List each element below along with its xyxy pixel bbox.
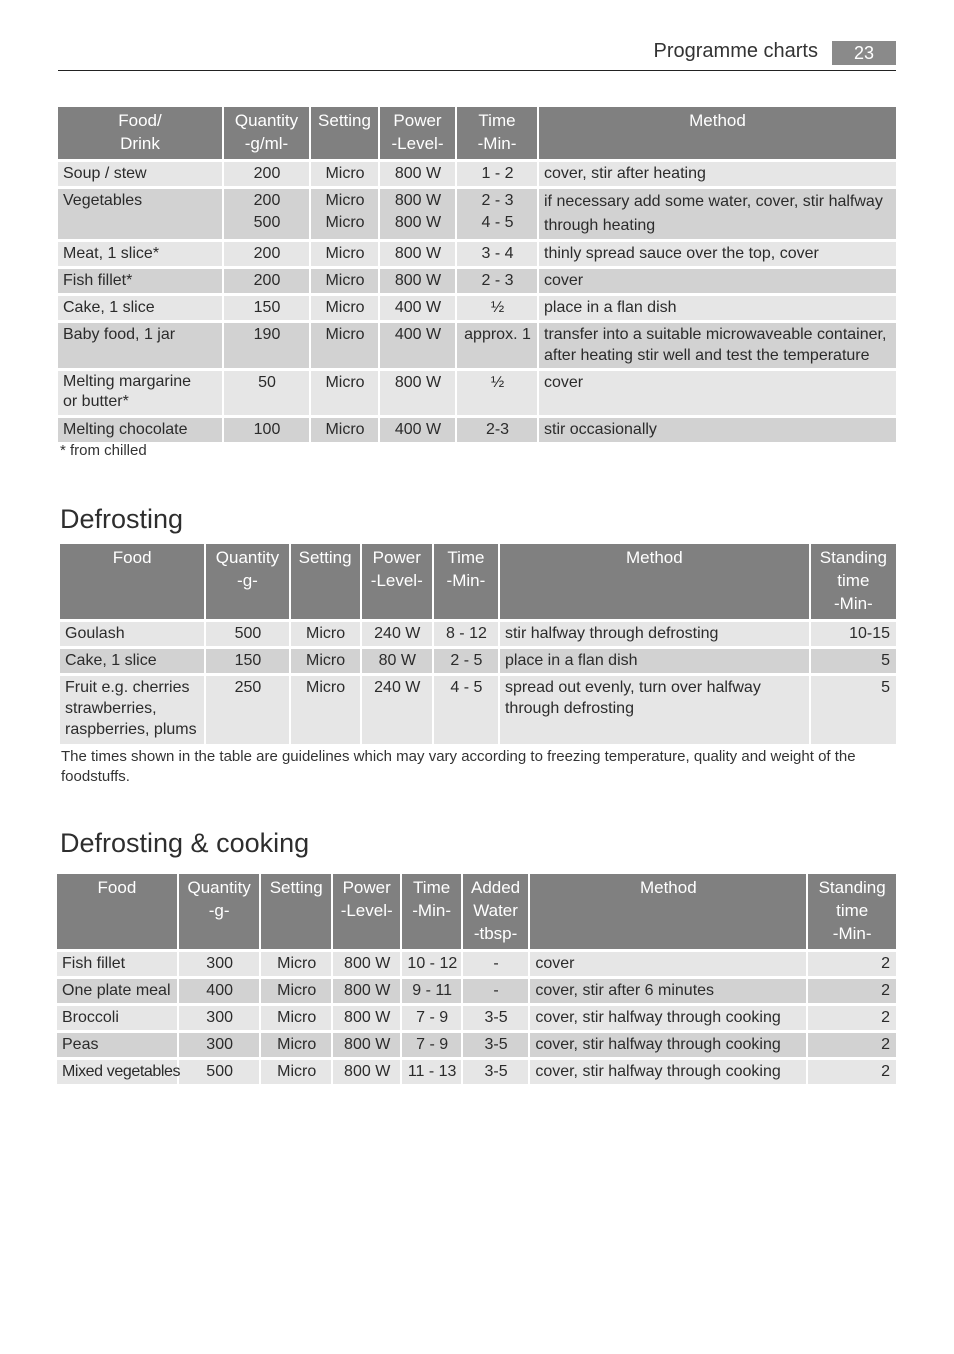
cell-time: 2 - 3 4 - 5 — [457, 189, 537, 239]
cell-added-water: 3-5 — [463, 1060, 528, 1084]
cell-food: Fruit e.g. cherries strawberries, raspberries, plums — [60, 676, 204, 744]
cell-power: 400 W — [380, 296, 455, 320]
cell-setting: Micro — [311, 162, 378, 186]
cell-quantity: 300 — [179, 952, 260, 976]
cell-time: ½ — [457, 296, 537, 320]
table-header-row — [58, 107, 896, 159]
cell-quantity: 500 — [179, 1060, 260, 1084]
column-header: Setting — [291, 544, 360, 619]
table-row — [58, 371, 896, 415]
cell-standing-time: 2 — [808, 979, 896, 1003]
cell-quantity: 150 — [224, 296, 309, 320]
cell-setting: Micro — [261, 979, 331, 1003]
cell-method: stir occasionally — [539, 418, 896, 442]
cell-time: 3 - 4 — [457, 242, 537, 266]
cell-quantity: 300 — [179, 1033, 260, 1057]
cell-food: Meat, 1 slice* — [58, 242, 222, 266]
cell-power: 800 W — [380, 242, 455, 266]
cell-standing-time: 5 — [811, 649, 896, 673]
column-header: Time -Min- — [402, 874, 460, 949]
cell-power: 400 W — [380, 418, 455, 442]
column-header: Food/ Drink — [58, 107, 222, 159]
table-row — [60, 676, 896, 744]
column-header: Time -Min- — [434, 544, 498, 619]
cell-power: 800 W — [333, 952, 400, 976]
column-header: Food — [57, 874, 177, 949]
cell-standing-time: 5 — [811, 676, 896, 744]
cell-food: Melting margarine or butter* — [58, 371, 222, 415]
cell-added-water: 3-5 — [463, 1033, 528, 1057]
cell-food: Mixed vegetables — [57, 1060, 177, 1084]
table-row — [58, 296, 896, 320]
column-header: Quantity -g- — [206, 544, 288, 619]
cell-setting: Micro — [311, 323, 378, 368]
cell-food: Peas — [57, 1033, 177, 1057]
cell-standing-time: 2 — [808, 952, 896, 976]
cell-time: 10 - 12 — [402, 952, 460, 976]
cell-power: 80 W — [362, 649, 432, 673]
cell-quantity: 200 500 — [224, 189, 309, 239]
cell-added-water: 3-5 — [463, 1006, 528, 1030]
cell-setting: Micro — [311, 371, 378, 415]
cell-standing-time: 2 — [808, 1033, 896, 1057]
cell-quantity: 200 — [224, 269, 309, 293]
cell-quantity: 250 — [206, 676, 288, 744]
cell-food: Vegetables — [58, 189, 222, 239]
section-title-defrosting-cooking: Defrosting & cooking — [60, 828, 310, 858]
cell-power: 400 W — [380, 323, 455, 368]
cell-method: cover — [539, 371, 896, 415]
cell-quantity: 300 — [179, 1006, 260, 1030]
cell-setting: Micro — [291, 622, 360, 646]
cell-setting: Micro — [311, 269, 378, 293]
cell-setting: Micro — [261, 1006, 331, 1030]
cell-standing-time: 2 — [808, 1060, 896, 1084]
table-row — [58, 323, 896, 368]
cell-food: Fish fillet — [57, 952, 177, 976]
column-header: Food — [60, 544, 204, 619]
cell-time: approx. 1 — [457, 323, 537, 368]
cell-time: 2 - 3 — [457, 269, 537, 293]
cell-time: 4 - 5 — [434, 676, 498, 744]
cell-method: cover — [530, 952, 806, 976]
cell-method: cover — [539, 269, 896, 293]
cell-quantity: 150 — [206, 649, 288, 673]
guideline-note: The times shown in the table are guidelines which may vary according to freezing temperature, quality and weight of the foodstuffs. — [61, 748, 856, 785]
cell-quantity: 200 — [224, 242, 309, 266]
cell-setting: Micro — [311, 296, 378, 320]
column-header: Power -Level- — [333, 874, 400, 949]
cell-power: 800 W — [380, 371, 455, 415]
cell-setting: Micro — [291, 676, 360, 744]
table-row — [57, 952, 896, 976]
cell-time: 1 - 2 — [457, 162, 537, 186]
cell-setting: Micro — [261, 1033, 331, 1057]
column-header: Time -Min- — [457, 107, 537, 159]
table-row — [58, 242, 896, 266]
cell-setting: Micro — [311, 418, 378, 442]
table-header-row — [57, 874, 896, 949]
cell-added-water: - — [463, 952, 528, 976]
column-header: Quantity -g/ml- — [224, 107, 309, 159]
column-header: Method — [530, 874, 806, 949]
table-row — [58, 269, 896, 293]
cell-power: 800 W — [380, 162, 455, 186]
table-row — [60, 649, 896, 673]
cell-food: One plate meal — [57, 979, 177, 1003]
cell-power: 800 W 800 W — [380, 189, 455, 239]
column-header: Added Water -tbsp- — [463, 874, 528, 949]
cell-time: 9 - 11 — [402, 979, 460, 1003]
cell-time: 2 - 5 — [434, 649, 498, 673]
column-header: Setting — [261, 874, 331, 949]
cell-food: Baby food, 1 jar — [58, 323, 222, 368]
cell-method: place in a flan dish — [500, 649, 809, 673]
cell-quantity: 190 — [224, 323, 309, 368]
cell-quantity: 200 — [224, 162, 309, 186]
header-title: Programme charts — [653, 40, 818, 62]
column-header: Standing time -Min- — [808, 874, 896, 949]
column-header: Quantity -g- — [179, 874, 260, 949]
cell-setting: Micro — [311, 242, 378, 266]
cell-standing-time: 2 — [808, 1006, 896, 1030]
defrosting-cooking-table — [55, 871, 898, 1087]
defrosting-table — [58, 541, 898, 747]
cell-method: cover, stir after heating — [539, 162, 896, 186]
cell-food: Melting chocolate — [58, 418, 222, 442]
table-row — [58, 418, 896, 442]
cell-time: 7 - 9 — [402, 1006, 460, 1030]
cell-quantity: 50 — [224, 371, 309, 415]
table-row — [57, 979, 896, 1003]
page-number: 23 — [832, 41, 896, 65]
cell-method: spread out evenly, turn over halfway through defrosting — [500, 676, 809, 744]
cell-food: Fish fillet* — [58, 269, 222, 293]
cell-added-water: - — [463, 979, 528, 1003]
cell-quantity: 400 — [179, 979, 260, 1003]
cell-method: cover, stir halfway through cooking — [530, 1006, 806, 1030]
cell-setting: Micro — [291, 649, 360, 673]
cell-method: cover, stir halfway through cooking — [530, 1060, 806, 1084]
column-header: Method — [500, 544, 809, 619]
cell-time: 8 - 12 — [434, 622, 498, 646]
cell-method: cover, stir after 6 minutes — [530, 979, 806, 1003]
cell-method: place in a flan dish — [539, 296, 896, 320]
cell-food: Cake, 1 slice — [58, 296, 222, 320]
table-row — [57, 1006, 896, 1030]
table-row — [60, 622, 896, 646]
cell-power: 240 W — [362, 622, 432, 646]
cell-method: thinly spread sauce over the top, cover — [539, 242, 896, 266]
cell-food: Cake, 1 slice — [60, 649, 204, 673]
cell-power: 240 W — [362, 676, 432, 744]
cell-quantity: 500 — [206, 622, 288, 646]
table-row — [58, 189, 896, 239]
section-title-defrosting: Defrosting — [60, 504, 184, 534]
cell-method: cover, stir halfway through cooking — [530, 1033, 806, 1057]
column-header: Power -Level- — [362, 544, 432, 619]
cell-food: Goulash — [60, 622, 204, 646]
cell-power: 800 W — [333, 1033, 400, 1057]
heating-table — [56, 104, 898, 445]
cell-food: Soup / stew — [58, 162, 222, 186]
cell-time: 7 - 9 — [402, 1033, 460, 1057]
cell-setting: Micro — [261, 952, 331, 976]
cell-power: 800 W — [333, 1060, 400, 1084]
column-header: Standing time -Min- — [811, 544, 896, 619]
cell-power: 800 W — [380, 269, 455, 293]
column-header: Setting — [311, 107, 378, 159]
cell-food: Broccoli — [57, 1006, 177, 1030]
cell-method: transfer into a suitable microwaveable container, after heating stir well and test the temperature — [539, 323, 896, 368]
table-row — [58, 162, 896, 186]
table-row — [57, 1060, 896, 1084]
cell-time: 11 - 13 — [402, 1060, 460, 1084]
page-header — [58, 38, 896, 71]
table-header-row — [60, 544, 896, 619]
footnote: * from chilled — [60, 442, 147, 459]
cell-power: 800 W — [333, 1006, 400, 1030]
cell-time: ½ — [457, 371, 537, 415]
cell-quantity: 100 — [224, 418, 309, 442]
cell-setting: Micro Micro — [311, 189, 378, 239]
table-row — [57, 1033, 896, 1057]
cell-method: if necessary add some water, cover, stir halfway through heating — [539, 189, 896, 239]
cell-power: 800 W — [333, 979, 400, 1003]
cell-setting: Micro — [261, 1060, 331, 1084]
cell-time: 2-3 — [457, 418, 537, 442]
column-header: Method — [539, 107, 896, 159]
cell-standing-time: 10-15 — [811, 622, 896, 646]
cell-method: stir halfway through defrosting — [500, 622, 809, 646]
column-header: Power -Level- — [380, 107, 455, 159]
